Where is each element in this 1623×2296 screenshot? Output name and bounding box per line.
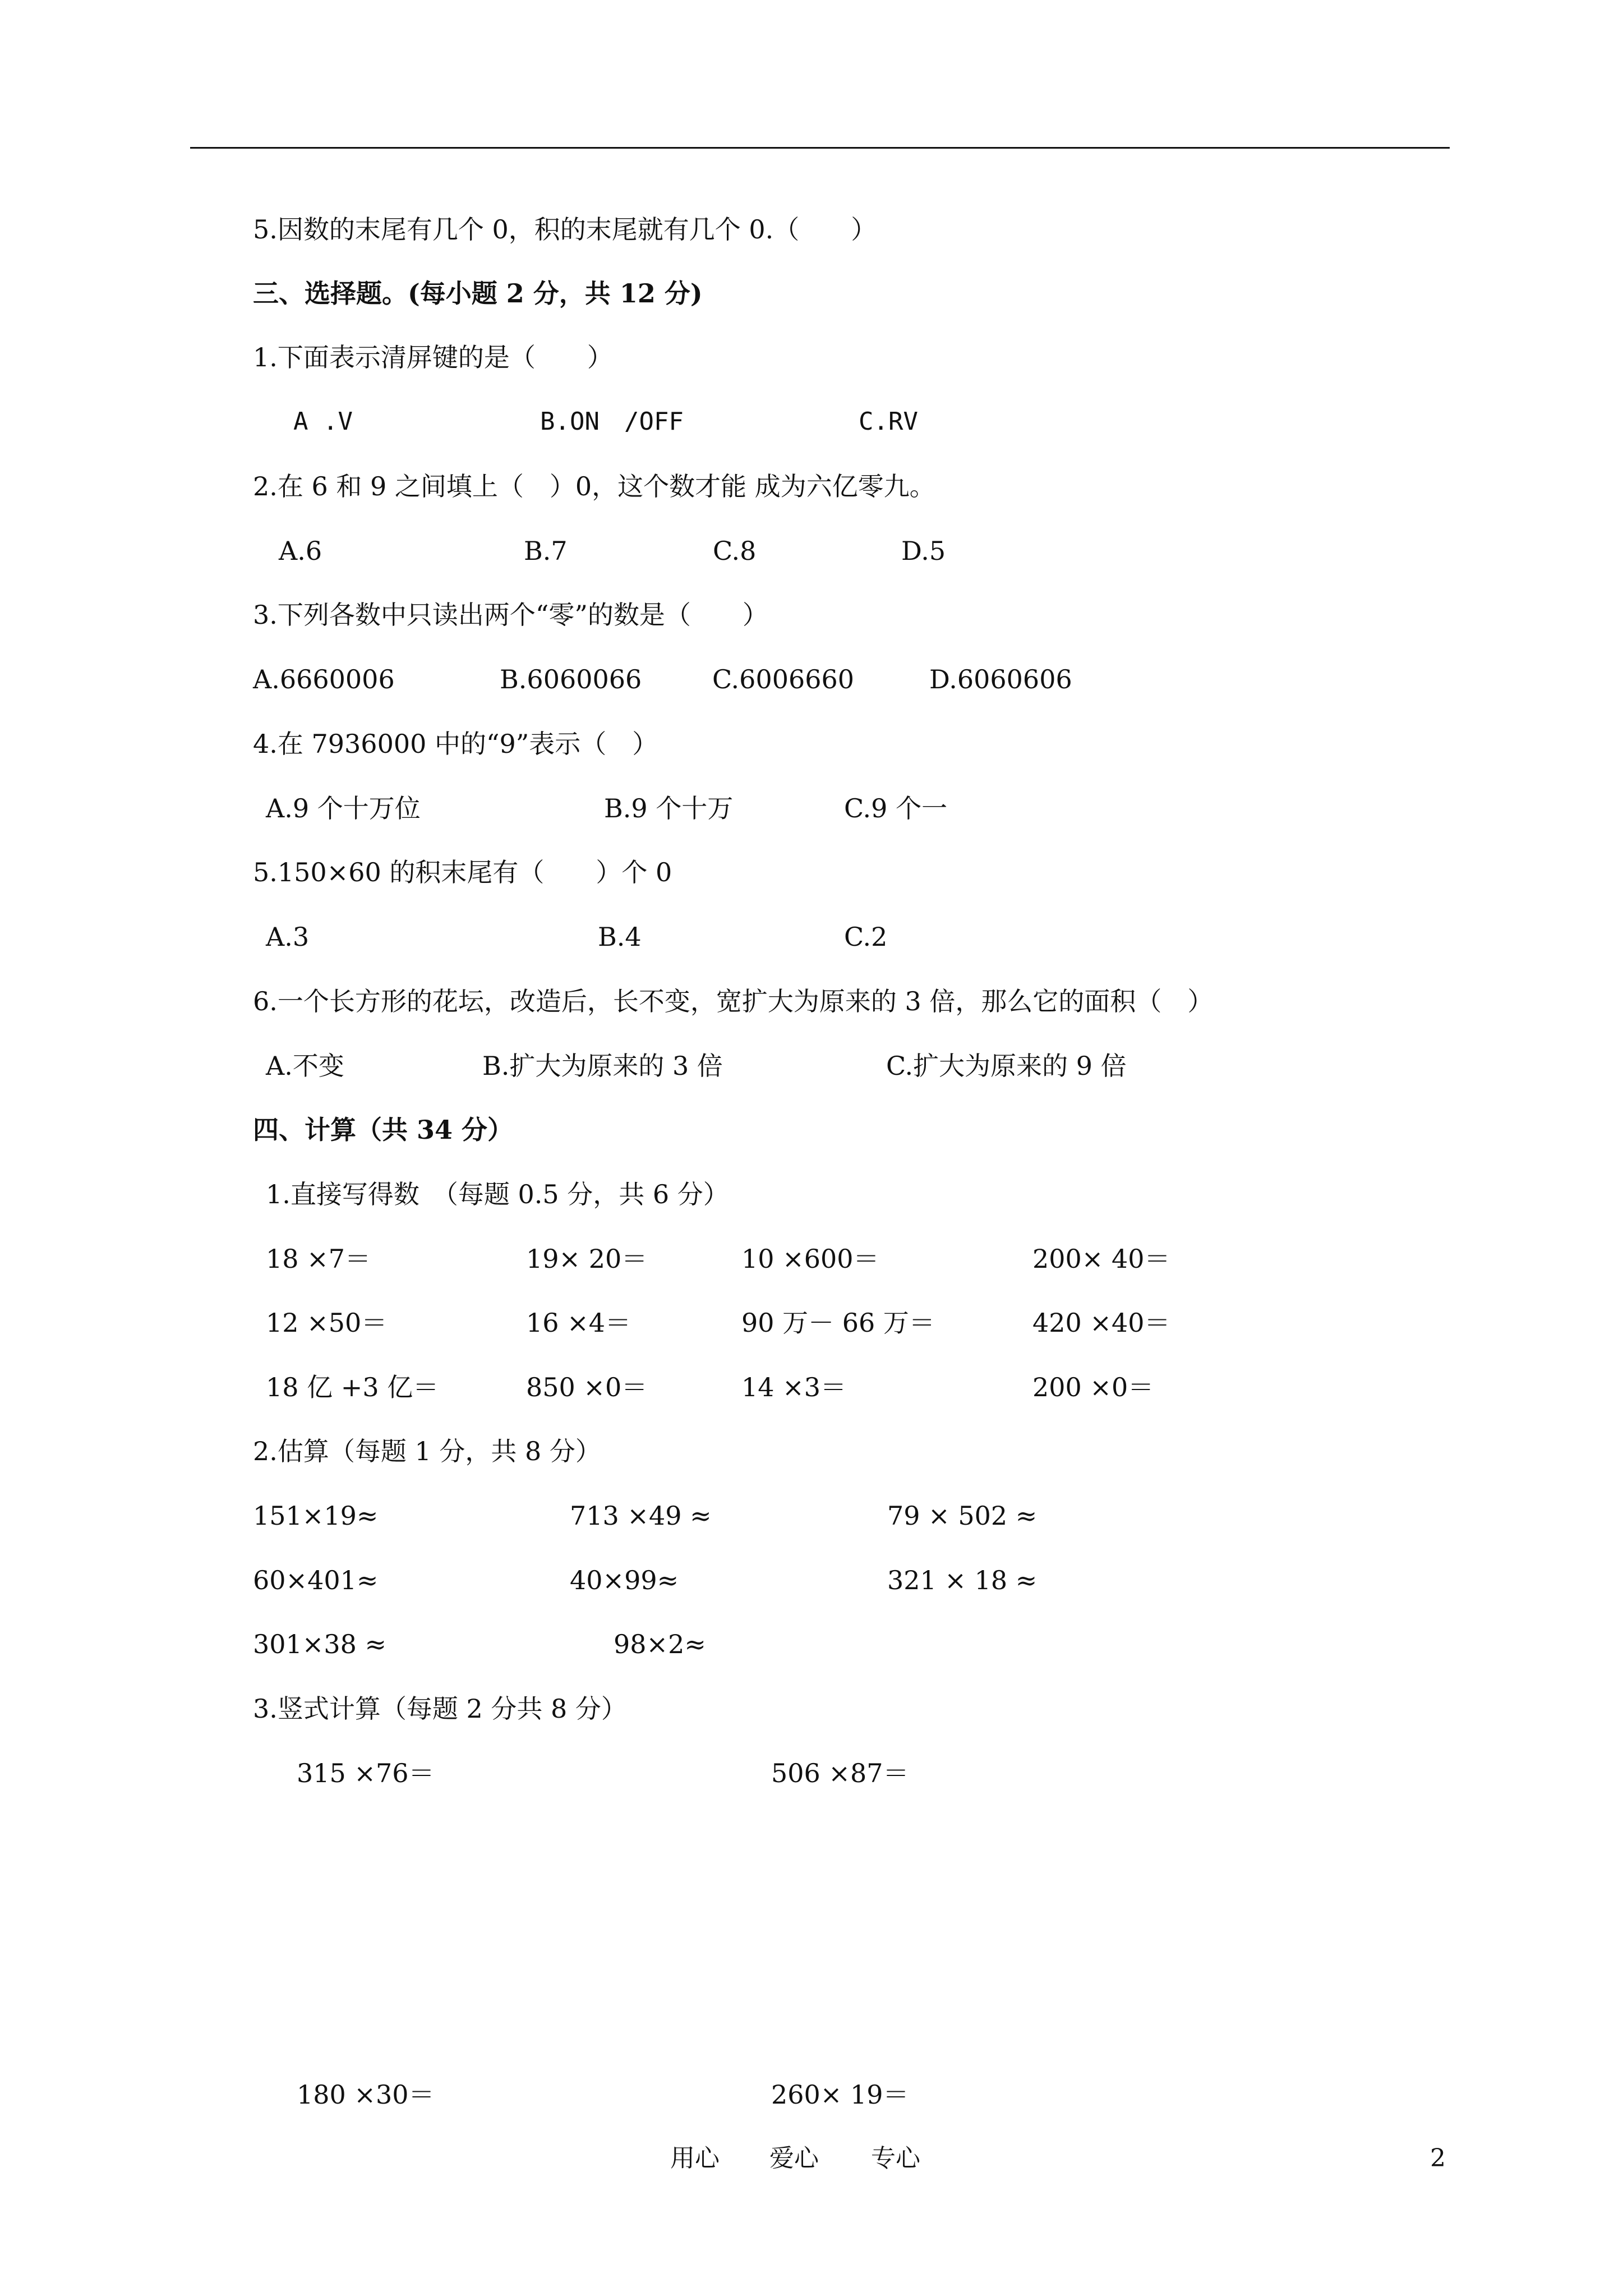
page-number: 2	[1430, 2144, 1446, 2173]
q2-option-b: B.7	[524, 536, 568, 566]
estimate-3-1: 301×38 ≈	[253, 1629, 387, 1659]
estimate-1-2: 713 ×49 ≈	[570, 1501, 712, 1531]
direct-calc-1-2: 19× 20＝	[526, 1244, 648, 1274]
estimate-2-2: 40×99≈	[570, 1565, 679, 1595]
vertical-calc-4: 260× 19＝	[771, 2079, 909, 2110]
vertical-calc-3: 180 ×30＝	[297, 2079, 435, 2110]
q3-option-a: A.6660006	[253, 664, 395, 694]
q1-option-b: B.ON /OFF	[540, 407, 684, 436]
direct-calc-2-4: 420 ×40＝	[1032, 1308, 1170, 1338]
section-3-title: 三、选择题。(每小题 2 分，共 12 分)	[253, 278, 703, 309]
estimate-3-2: 98×2≈	[614, 1629, 706, 1659]
direct-calc-3-2: 850 ×0＝	[526, 1372, 648, 1402]
direct-calc-3-4: 200 ×0＝	[1032, 1372, 1154, 1402]
q4-option-b: B.9 个十万	[604, 793, 734, 823]
q6-option-b: B.扩大为原来的 3 倍	[482, 1051, 723, 1081]
estimate-2-1: 60×401≈	[253, 1565, 379, 1595]
q2-option-a: A.6	[279, 536, 322, 566]
part1-title: 1.直接写得数 （每题 0.5 分，共 6 分）	[266, 1179, 729, 1209]
q3-option-b: B.6060066	[500, 664, 642, 694]
q5-option-b: B.4	[598, 922, 642, 952]
section-4-title: 四、计算（共 34 分）	[253, 1115, 514, 1145]
direct-calc-1-1: 18 ×7＝	[266, 1244, 371, 1274]
q2-option-c: C.8	[713, 536, 757, 566]
q2-option-d: D.5	[901, 536, 946, 566]
q6-option-c: C.扩大为原来的 9 倍	[886, 1051, 1127, 1081]
direct-calc-2-2: 16 ×4＝	[526, 1308, 631, 1338]
q4-option-c: C.9 个一	[844, 793, 948, 823]
direct-calc-2-1: 12 ×50＝	[266, 1308, 388, 1338]
vertical-calc-1: 315 ×76＝	[297, 1758, 435, 1788]
q5-option-c: C.2	[844, 922, 888, 952]
direct-calc-1-4: 200× 40＝	[1032, 1244, 1170, 1274]
estimate-2-3: 321 × 18 ≈	[887, 1565, 1038, 1595]
estimate-1-3: 79 × 502 ≈	[887, 1501, 1038, 1531]
direct-calc-3-3: 14 ×3＝	[741, 1372, 846, 1402]
q1-option-a: A .V	[293, 407, 353, 436]
choice-question-2: 2.在 6 和 9 之间填上（ ）0，这个数才能 成为六亿零九。	[253, 471, 935, 501]
direct-calc-3-1: 18 亿 +3 亿＝	[266, 1372, 439, 1402]
q6-option-a: A.不变	[266, 1051, 344, 1081]
choice-question-6: 6.一个长方形的花坛，改造后，长不变，宽扩大为原来的 3 倍，那么它的面积（ ）	[253, 986, 1214, 1016]
estimate-1-1: 151×19≈	[253, 1501, 379, 1531]
choice-question-5: 5.150×60 的积末尾有（ ）个 0	[253, 857, 672, 887]
footer-slogan-3: 专心	[871, 2144, 920, 2173]
direct-calc-1-3: 10 ×600＝	[741, 1244, 879, 1274]
vertical-calc-2: 506 ×87＝	[771, 1758, 909, 1788]
choice-question-4: 4.在 7936000 中的“9”表示（ ）	[253, 729, 658, 759]
q3-option-d: D.6060606	[929, 664, 1072, 694]
judge-question-5: 5.因数的末尾有几个 0，积的末尾就有几个 0.（ ）	[253, 214, 877, 245]
q5-option-a: A.3	[266, 922, 310, 952]
part3-title: 3.竖式计算（每题 2 分共 8 分）	[253, 1694, 627, 1724]
part2-title: 2.估算（每题 1 分，共 8 分）	[253, 1436, 601, 1466]
footer-slogan-1: 用心	[670, 2144, 720, 2173]
footer-slogan-2: 爱心	[769, 2144, 819, 2173]
header-rule	[190, 147, 1450, 149]
q4-option-a: A.9 个十万位	[266, 793, 421, 823]
choice-question-3: 3.下列各数中只读出两个“零”的数是（ ）	[253, 600, 768, 630]
choice-question-1: 1.下面表示清屏键的是（ ）	[253, 342, 613, 372]
direct-calc-2-3: 90 万－ 66 万＝	[741, 1308, 935, 1338]
q1-option-c: C.RV	[859, 407, 918, 436]
q3-option-c: C.6006660	[712, 664, 855, 694]
